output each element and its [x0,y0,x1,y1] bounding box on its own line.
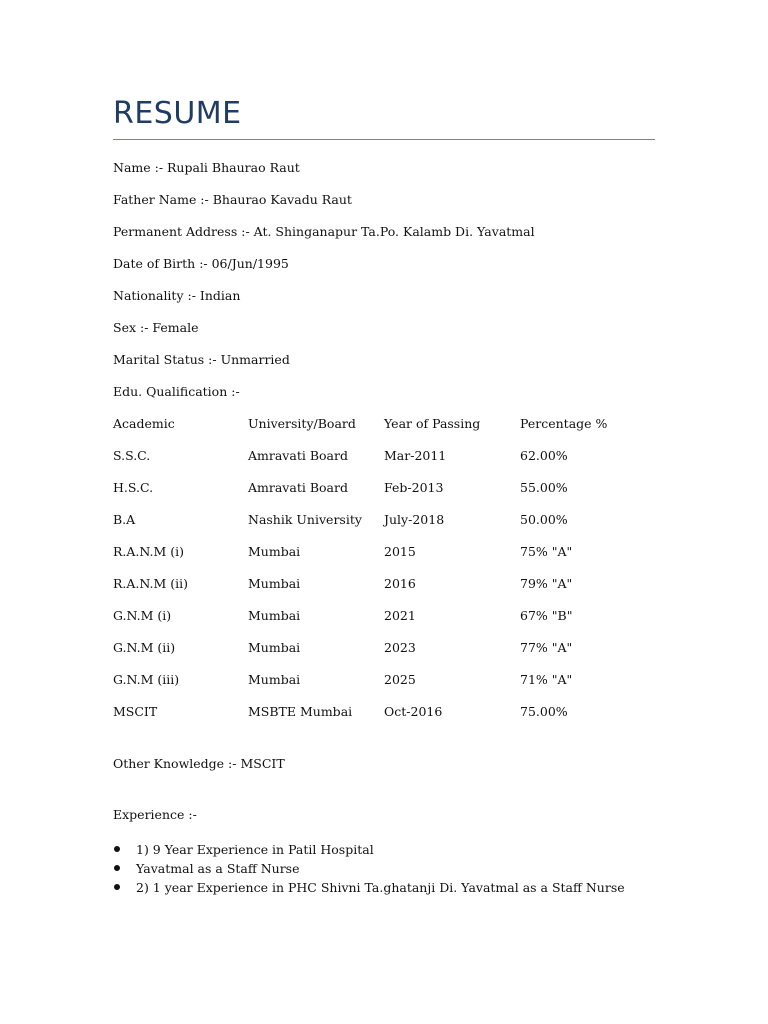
address-line: Permanent Address :- At. Shinganapur Ta.Po. Kalamb Di. Yavatmal [113,224,535,239]
table-row [113,544,655,560]
university-cell: Mumbai [248,640,301,655]
academic-cell: G.N.M (iii) [113,672,180,687]
experience-item-text: Yavatmal as a Staff Nurse [136,861,300,876]
header-academic: Academic [113,416,175,431]
percentage-cell: 77% "A" [520,640,573,655]
header-year: Year of Passing [384,416,481,431]
percentage-cell: 62.00% [520,448,568,463]
academic-cell: H.S.C. [113,480,154,495]
father-name-line: Father Name :- Bhaurao Kavadu Raut [113,192,352,207]
experience-item-text: 1) 9 Year Experience in Patil Hospital [136,842,374,857]
year-cell: 2023 [384,640,416,655]
experience-item-text: 2) 1 year Experience in PHC Shivni Ta.ghatanji Di. Yavatmal as a Staff Nurse [136,880,625,895]
table-row [113,480,655,496]
university-cell: MSBTE Mumbai [248,704,353,719]
table-row [113,608,655,624]
header-percentage: Percentage % [520,416,608,431]
other-knowledge-line: Other Knowledge :- MSCIT [113,756,285,771]
percentage-cell: 79% "A" [520,576,573,591]
year-cell: Feb-2013 [384,480,444,495]
experience-list [113,840,625,897]
percentage-cell: 55.00% [520,480,568,495]
experience-heading: Experience :- [113,807,197,822]
list-item [113,878,625,897]
header-university: University/Board [248,416,356,431]
percentage-cell: 75% "A" [520,544,573,559]
table-row [113,448,655,464]
academic-cell: R.A.N.M (i) [113,544,185,559]
year-cell: July-2018 [384,512,445,527]
table-row [113,640,655,656]
nationality-line: Nationality :- Indian [113,288,241,303]
table-row [113,704,655,720]
bullet-icon [114,865,120,871]
percentage-cell: 75.00% [520,704,568,719]
table-row [113,576,655,592]
academic-cell: R.A.N.M (ii) [113,576,189,591]
academic-cell: B.A [113,512,136,527]
university-cell: Nashik University [248,512,362,527]
year-cell: 2016 [384,576,416,591]
list-item [113,859,625,878]
university-cell: Mumbai [248,608,301,623]
list-item [113,840,625,859]
year-cell: 2015 [384,544,416,559]
university-cell: Mumbai [248,672,301,687]
year-cell: Oct-2016 [384,704,443,719]
academic-cell: G.N.M (i) [113,608,172,623]
academic-cell: S.S.C. [113,448,151,463]
percentage-cell: 67% "B" [520,608,573,623]
university-cell: Mumbai [248,544,301,559]
year-cell: 2025 [384,672,416,687]
university-cell: Amravati Board [248,480,348,495]
resume-title: RESUME [113,96,242,131]
academic-cell: G.N.M (ii) [113,640,176,655]
percentage-cell: 50.00% [520,512,568,527]
bullet-icon [114,884,120,890]
bullet-icon [114,846,120,852]
sex-line: Sex :- Female [113,320,199,335]
name-line: Name :- Rupali Bhaurao Raut [113,160,300,175]
dob-line: Date of Birth :- 06/Jun/1995 [113,256,289,271]
education-header-row [113,416,655,432]
year-cell: 2021 [384,608,416,623]
percentage-cell: 71% "A" [520,672,573,687]
marital-status-line: Marital Status :- Unmarried [113,352,290,367]
university-cell: Mumbai [248,576,301,591]
title-divider [113,139,655,140]
edu-qualification-heading: Edu. Qualification :- [113,384,240,399]
academic-cell: MSCIT [113,704,158,719]
table-row [113,512,655,528]
table-row [113,672,655,688]
university-cell: Amravati Board [248,448,348,463]
year-cell: Mar-2011 [384,448,447,463]
